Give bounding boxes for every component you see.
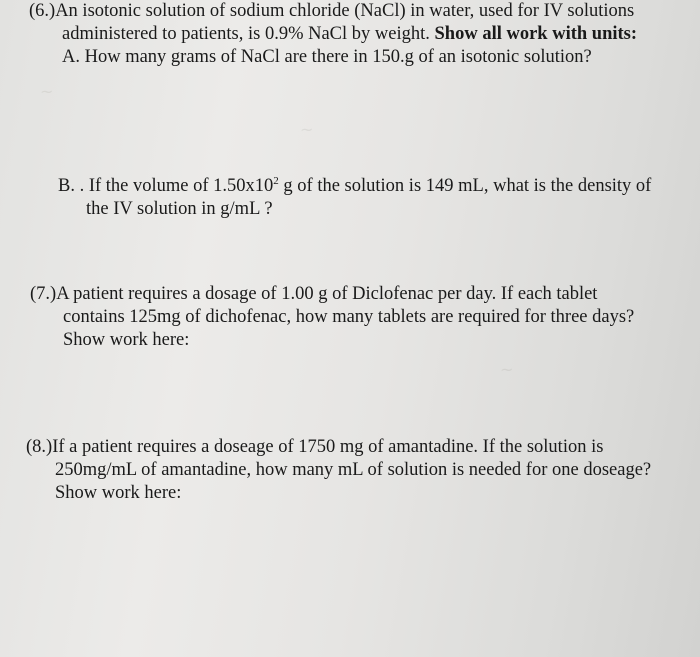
- bleed-through-mark: ~: [300, 120, 314, 139]
- bleed-through-mark: ~: [500, 360, 514, 379]
- question-8-line-2: 250mg/mL of amantadine, how many mL of solution is needed for one doseage?: [55, 460, 652, 480]
- question-7-line-3: Show work here:: [63, 330, 190, 350]
- question-6-line-2: [29, 23, 637, 46]
- question-6b-line-2: the IV solution in g/mL ?: [86, 199, 273, 219]
- question-7-line-1: (7.)A patient requires a dosage of 1.00 g of Diclofenac per day. If each tablet: [30, 284, 598, 304]
- question-8-line-3: Show work here:: [55, 483, 182, 503]
- question-6b-line-1-post: g of the solution is 149 mL, what is the density of: [278, 176, 652, 196]
- show-work-instruction: Show all work with units:: [434, 24, 638, 44]
- bleed-through-mark: ~: [40, 82, 54, 101]
- question-6a: A. How many grams of NaCl are there in 150.g of an isotonic solution?: [62, 47, 592, 67]
- question-8-line-1: (8.)If a patient requires a doseage of 1750 mg of amantadine. If the solution is: [26, 437, 604, 457]
- question-7-line-2: contains 125mg of dichofenac, how many tablets are required for three days?: [63, 307, 635, 327]
- question-6-line-1: (6.)An isotonic solution of sodium chloride (NaCl) in water, used for IV solutions: [29, 1, 635, 21]
- question-8: [26, 436, 651, 505]
- question-6-line-2-text: administered to patients, is 0.9% NaCl by weight.: [62, 24, 435, 44]
- question-7: [30, 283, 634, 352]
- question-6b-line-1: [58, 175, 651, 198]
- question-6b: [58, 175, 651, 221]
- exponent: 2: [273, 175, 279, 187]
- question-6: [29, 0, 637, 69]
- question-6b-line-1-pre: B. . If the volume of 1.50x10: [58, 176, 274, 196]
